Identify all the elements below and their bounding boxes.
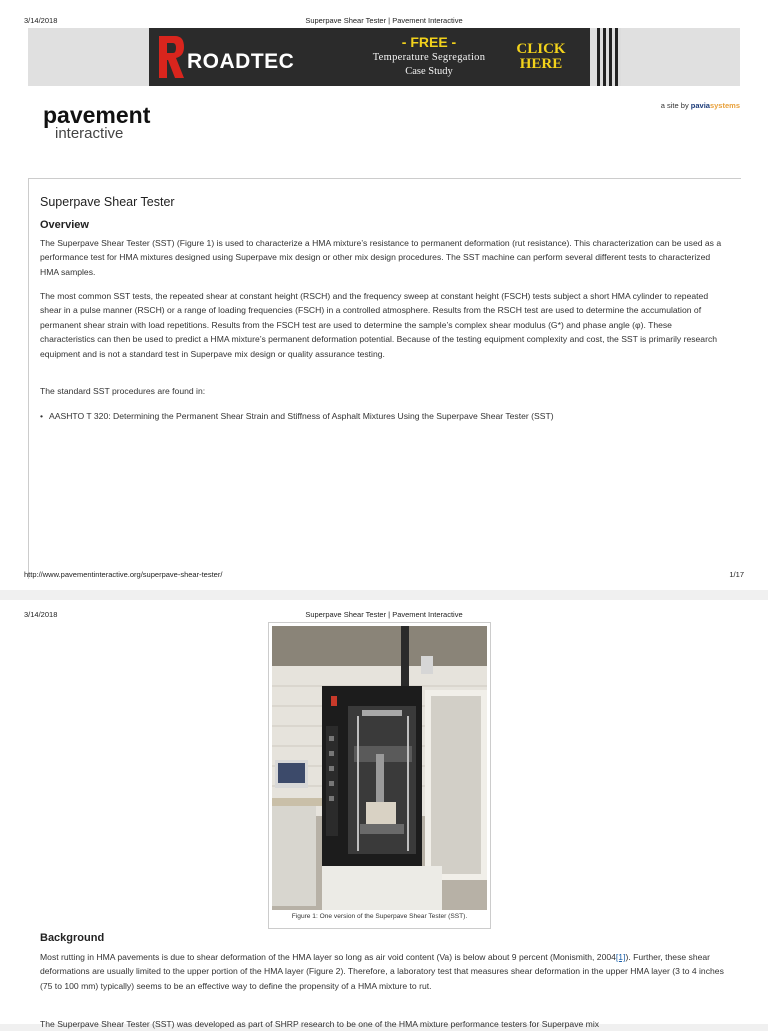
sst-machine-photo bbox=[272, 626, 487, 910]
overview-paragraph-3: The standard SST procedures are found in: bbox=[40, 386, 206, 396]
list-item: • AASHTO T 320: Determining the Permanent Shear Strain and Stiffness of Asphalt Mixtures Using the Superpave Shear Tester (SST) bbox=[49, 409, 737, 423]
bg-p1-text-a: Most rutting in HMA pavements is due to shear deformation of the HMA layer so long as air void content (Va) is below about 9 percent (Monismith, 2004 bbox=[40, 952, 616, 962]
print-url: http://www.pavementinteractive.org/superpave-shear-tester/ bbox=[24, 570, 223, 579]
logo-text-pavement: pavement bbox=[43, 102, 151, 128]
ad-banner[interactable] bbox=[149, 28, 590, 86]
roadtec-r-logo-icon bbox=[157, 34, 185, 80]
print-page-number: 1/17 bbox=[729, 570, 744, 579]
ad-headline: - FREE - bbox=[401, 34, 457, 50]
print-date: 3/14/2018 bbox=[24, 16, 58, 25]
figure-caption: Figure 1: One version of the Superpave Shear Tester (SST). bbox=[291, 913, 468, 920]
attribution-systems: systems bbox=[709, 101, 740, 110]
background-heading: Background bbox=[40, 932, 105, 944]
background-paragraph-1 bbox=[40, 950, 728, 993]
print-date: 3/14/2018 bbox=[24, 610, 58, 619]
ad-cta-line-2: HERE bbox=[519, 56, 563, 72]
print-title: Superpave Shear Tester | Pavement Interactive bbox=[305, 610, 463, 619]
attribution-prefix: a site by bbox=[660, 101, 691, 110]
bg-p1-text-b: ). Further, these shear deformations are usually limited to the upper portion of the HMA layer (Figure 2). Therefore, a laboratory test that measures shear deformation in the upper HMA layer (3 to 4 inches (75 to 100 mm) typically) seems to be an effective way to define the propensity of a HMA mixture to rut. bbox=[40, 952, 724, 991]
overview-paragraph-1: The Superpave Shear Tester (SST) (Figure 1) is used to characterize a HMA mixture’s resistance to permanent deformation (rut resistance). This characterization can be used as a performance test for HMA mixtures designed using Superpave mix design or other mix design procedures. The SST machine can perform several different tests to characterized HMA samples. bbox=[40, 238, 722, 277]
ad-decoration-stripes bbox=[597, 28, 621, 86]
print-footer bbox=[24, 570, 744, 579]
background-paragraph-2: The Superpave Shear Tester (SST) was developed as part of SHRP research to be one of the HMA mixture performance testers for Superpave mix bbox=[40, 1019, 600, 1029]
overview-paragraph-2: The most common SST tests, the repeated shear at constant height (RSCH) and the frequency sweep at constant height (FSCH) tests subject a short HMA cylinder to repeated shear in a pulse manner (RSCH) or a range of loading frequencies (FSCH) in a controlled atmosphere. Results from the RSCH test are used to determine the accumulation of permanent shear strain with load repetitions. Results from the FSCH test are used to determine the sample’s complex shear modulus (G*) and phase angle (φ). These characteristics can then be used to predict a HMA mixture’s permanent deformation potential. Because of the testing equipment complexity and cost, the SST is primarily research equipment and is not a standard test in Superpave mix design or quality assurance testing. bbox=[40, 291, 718, 359]
figure-1 bbox=[268, 622, 491, 929]
attribution-pavia: pavia bbox=[690, 101, 710, 110]
logo-text-interactive: interactive bbox=[55, 125, 124, 142]
ad-line-2: Case Study bbox=[405, 66, 453, 77]
ad-cta-line-1: CLICK bbox=[516, 41, 566, 57]
standards-list bbox=[40, 409, 737, 423]
ad-line-1: Temperature Segregation bbox=[372, 52, 486, 63]
reference-link-1[interactable]: [1] bbox=[615, 952, 626, 962]
site-attribution[interactable] bbox=[661, 101, 740, 110]
article-title: Superpave Shear Tester bbox=[40, 195, 175, 209]
print-title: Superpave Shear Tester | Pavement Interactive bbox=[305, 16, 463, 25]
ad-brand: ROADTEC bbox=[187, 50, 295, 73]
overview-heading: Overview bbox=[40, 219, 89, 231]
ad-click-here-button[interactable] bbox=[511, 42, 571, 72]
